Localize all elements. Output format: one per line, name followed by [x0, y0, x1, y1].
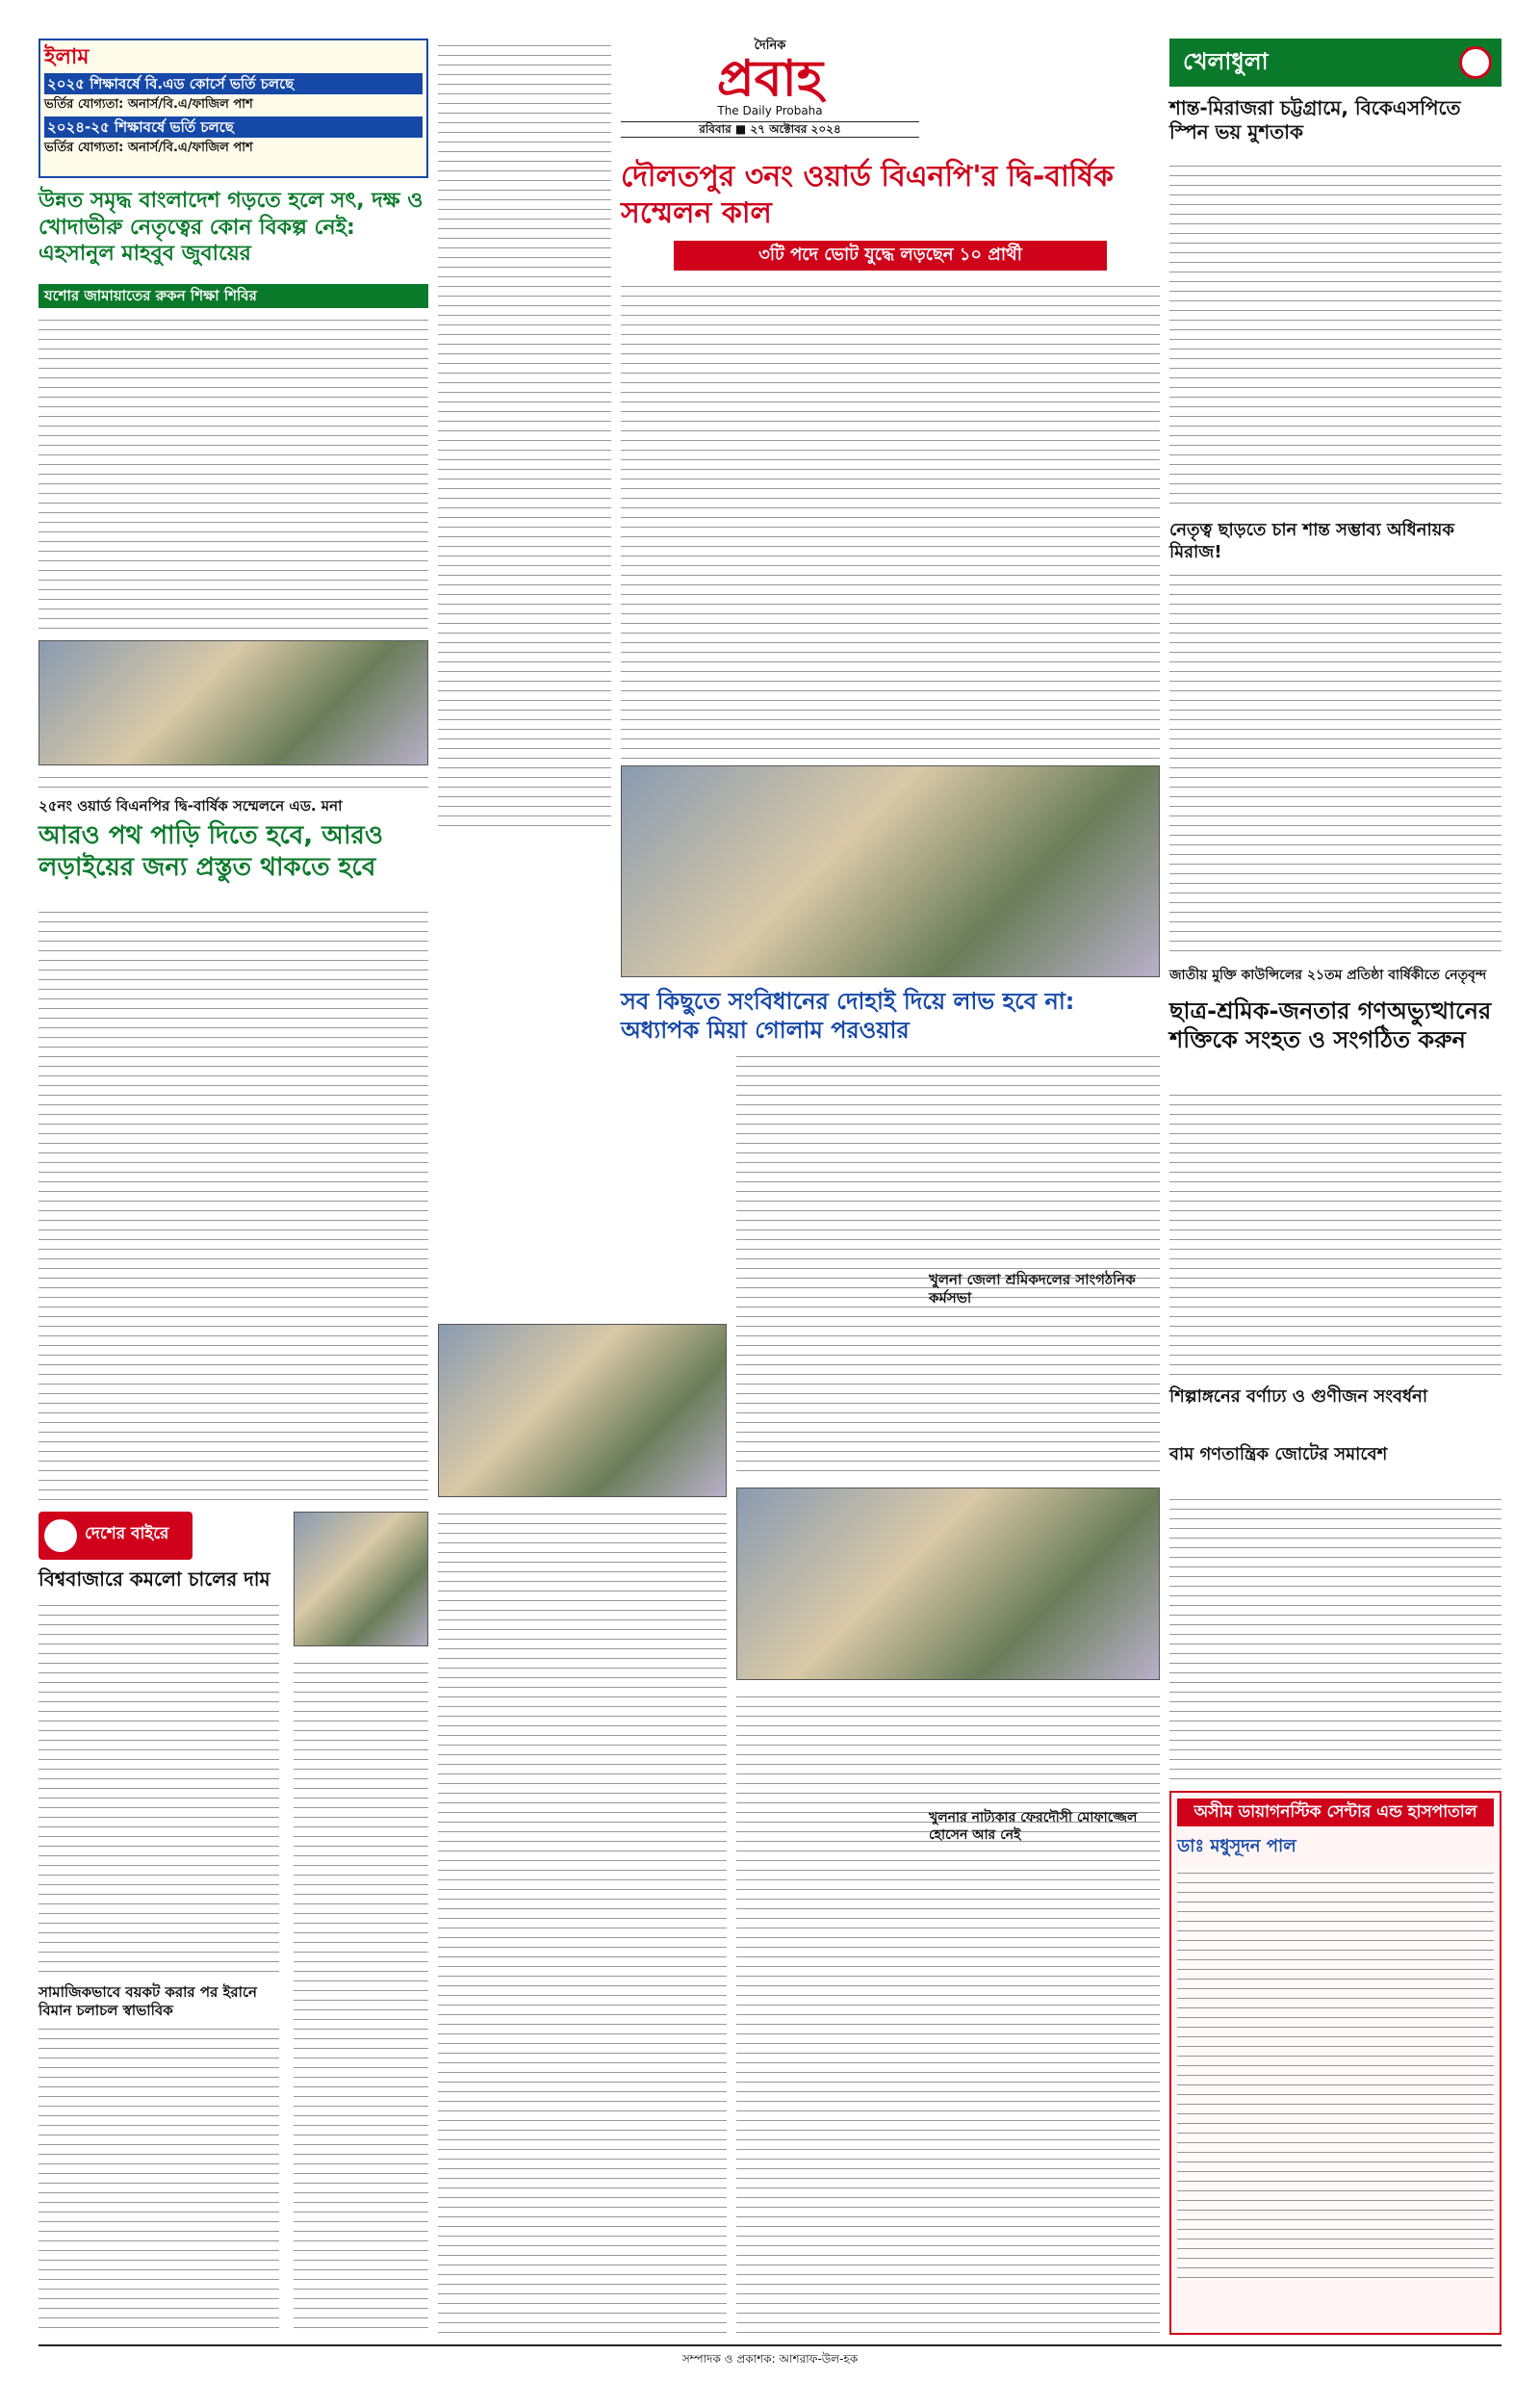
admission-ad[interactable]: [38, 39, 428, 178]
masthead: [621, 39, 919, 144]
center-sub-headline: ৩টি পদে ভোট যুদ্ধে লড়ছেন ১০ প্রার্থী: [674, 241, 1107, 271]
center-left-photo: [438, 1324, 727, 1497]
sports-headline: শান্ত-মিরাজরা চট্টগ্রামে, বিকেএসপিতে স্পিন ভয় মুশতাক: [1169, 96, 1461, 143]
right-banner-body: [1169, 1088, 1502, 1377]
award-headline: শিল্পাঙ্গনের বর্ণাঢ্য ও গুণীজন সংবর্ধনা: [1169, 1386, 1428, 1407]
left-col-body: [38, 2022, 279, 2335]
left-sub-headline: যশোর জামায়াতের রুকন শিক্ষা শিবির: [38, 284, 428, 308]
hospital-name: অসীম ডায়াগনস্টিক সেন্টার এন্ড হাসপাতাল: [1177, 1799, 1494, 1826]
left-second-headline: আরও পথ পাড়ি দিতে হবে, আরও লড়াইয়ের জন্য প্রস্তুত থাকতে হবে: [38, 821, 383, 882]
world-badge-label: দেশের বাইরে: [85, 1524, 169, 1543]
masthead-english: The Daily Probaha: [717, 104, 823, 118]
globe-icon: [44, 1519, 77, 1552]
center-left-body: [438, 39, 611, 828]
left-main-headline: উন্নত সমৃদ্ধ বাংলাদেশ গড়তে হলে সৎ, দক্ষ ও খোদাভীরু নেতৃত্বের কোন বিকল্প নেই: এহসানুল মাহবুব জুবায়ের: [38, 189, 424, 266]
ad-line4: ভর্তির যোগ্যতা: অনার্স/বি.এ/ফাজিল পাশ: [44, 141, 253, 156]
khulna-labour-headline: খুলনা জেলা শ্রমিকদলের সাংগঠনিক কর্মসভা: [929, 1271, 1136, 1307]
center-body-1: [621, 279, 1160, 761]
footer-rule: [38, 2344, 1502, 2346]
sports-body-1: [1169, 159, 1502, 510]
sports-label: খেলাধুলা: [1183, 48, 1269, 75]
hospital-ad[interactable]: [1169, 1791, 1502, 2335]
center-photo-1: [621, 765, 1160, 977]
obit-headline: খুলনার নাট্যকার ফেরদৌসী মোফাজ্জেল হোসেন আর নেই: [929, 1810, 1138, 1843]
ad-lead: ইলাম: [44, 45, 90, 69]
right-sport-2-headline: নেতৃত্ব ছাড়তে চান শান্ত সম্ভাব্য অধিনায়ক মিরাজ!: [1169, 520, 1454, 562]
right-banner-kicker: জাতীয় মুক্তি কাউন্সিলের ২১তম প্রতিষ্ঠা বার্ষিকীতে নেতৃবৃন্দ: [1169, 968, 1487, 983]
left-caption: [38, 770, 428, 791]
center-body-3: [736, 1690, 1160, 2335]
left-second-kicker: ২৫নং ওয়ার্ড বিএনপির দ্বি-বার্ষিক সম্মেলনে এড. মনা: [38, 797, 343, 815]
sports-body-2: [1169, 568, 1502, 953]
masthead-title: প্রবাহ: [716, 50, 824, 109]
masthead-date: রবিবার ■ ২৭ অক্টোবর ২০২৪: [621, 121, 919, 138]
center-second-headline: সব কিছুতে সংবিধানের দোহাই দিয়ে লাভ হবে না: অধ্যাপক মিয়া গোলাম পরওয়ার: [621, 988, 1075, 1044]
center-main-headline: দৌলতপুর ৩নং ওয়ার্ড বিএনপি'র দ্বি-বার্ষিক সম্মেলন কাল: [621, 160, 1114, 230]
left-body-1: [38, 313, 428, 631]
ball-icon: [1459, 46, 1492, 79]
left-body-2: [38, 905, 428, 1502]
sports-badge: [1169, 39, 1502, 87]
center-body-2: [736, 1049, 1160, 1473]
ad-line1: ২০২৫ শিক্ষাবর্ষে বি.এড কোর্সে ভর্তি চলছে: [44, 73, 423, 95]
center-left-body-2: [438, 1507, 727, 2335]
world-body: [38, 1598, 279, 1974]
world-headline: বিশ্ববাজারে কমলো চালের দাম: [38, 1567, 270, 1591]
left-photo-2: [294, 1512, 428, 1646]
masthead-small-word: দৈনিক: [754, 39, 786, 53]
right-banner-headline: ছাত্র-শ্রমিক-জনতার গণঅভ্যুত্থানের শক্তিকে সংহত ও সংগঠিত করুন: [1169, 997, 1492, 1053]
hospital-details: [1177, 1866, 1494, 2280]
left-photo-1: [38, 640, 428, 765]
left-col-headline: সামাজিকভাবে বয়কট করার পর ইরানে বিমান চলাচল স্বাভাবিক: [38, 1983, 257, 2019]
left-body-3: [294, 1656, 428, 2335]
world-badge: [38, 1512, 192, 1560]
ad-line2: ভর্তির যোগ্যতা: অনার্স/বি.এ/ফাজিল পাশ: [44, 97, 253, 113]
right-body-3: [1169, 1492, 1502, 1781]
footer-text: সম্পাদক ও প্রকাশক: আশরাফ-উল-হক: [681, 2352, 859, 2366]
doctor-name: ডাঃ মধুসূদন পাল: [1177, 1836, 1296, 1857]
center-photo-2: [736, 1488, 1160, 1680]
ad-line3: ২০২৪-২৫ শিক্ষাবর্ষে ভর্তি চলছে: [44, 116, 423, 139]
rally-headline: বাম গণতান্ত্রিক জোটের সমাবেশ: [1169, 1444, 1388, 1464]
